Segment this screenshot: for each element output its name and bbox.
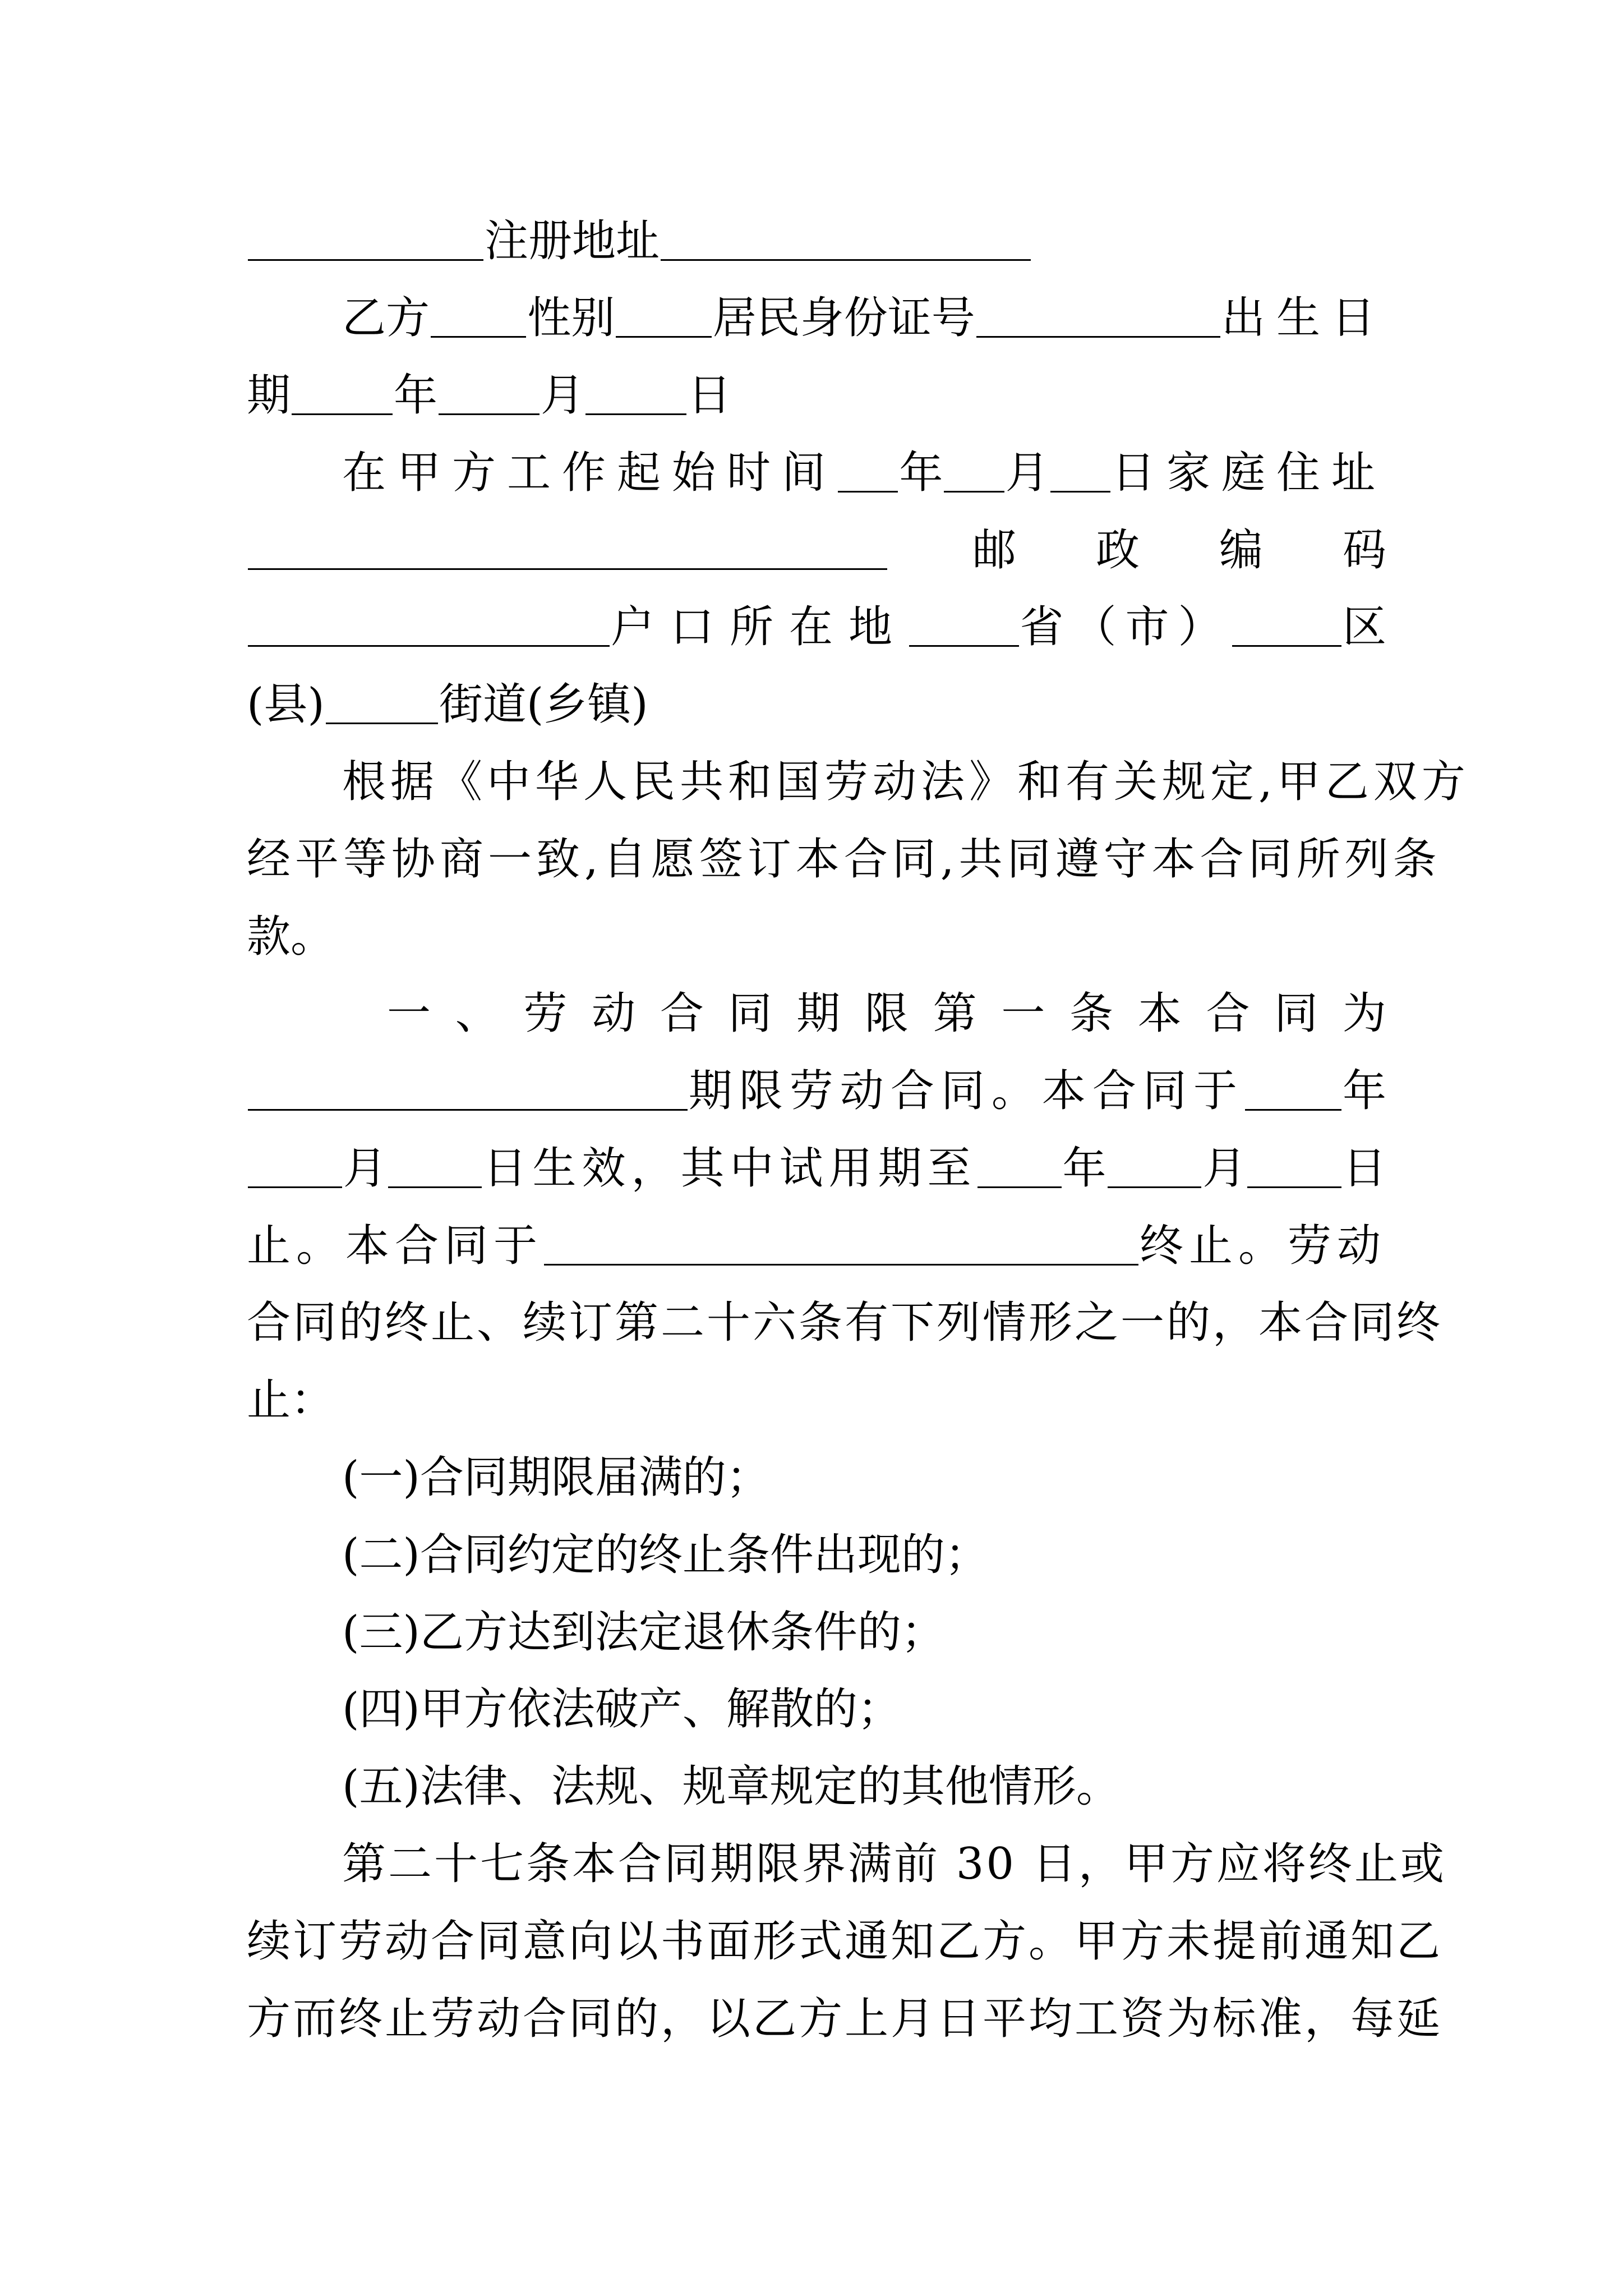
blank-field[interactable]	[944, 454, 1004, 493]
paragraph-line	[247, 1988, 1443, 2050]
blank-field[interactable]	[326, 685, 438, 724]
text: 月	[1005, 448, 1049, 498]
text: 日	[688, 370, 732, 421]
text: (一)合同期限届满的；	[342, 1452, 770, 1503]
text: 一	[387, 988, 431, 1039]
postal-code-line	[247, 519, 1386, 581]
blank-field[interactable]	[388, 1149, 482, 1188]
text: 经平等协商一致,自愿签订本合同,共同遵守本合同所列条	[247, 834, 1441, 885]
text: 款。	[247, 912, 335, 962]
text: 乙方	[342, 293, 430, 343]
text: 、	[455, 988, 499, 1039]
blank-field[interactable]	[544, 1227, 1138, 1266]
text: 期	[247, 370, 291, 421]
text: 月	[343, 1143, 387, 1194]
paragraph-line	[247, 829, 1441, 890]
text: 本	[1137, 988, 1182, 1039]
blank-field[interactable]	[248, 608, 610, 647]
paragraph-line	[247, 1833, 1446, 1895]
text: 街道(乡镇)	[439, 679, 648, 730]
text: 年	[1342, 1066, 1386, 1116]
text: (二)合同约定的终止条件出现的；	[342, 1530, 989, 1580]
blank-field[interactable]	[292, 376, 393, 415]
text: 动	[592, 988, 636, 1039]
contract-term-line	[247, 1060, 1386, 1122]
paragraph-line	[247, 1369, 1386, 1431]
text: 政	[1095, 525, 1140, 576]
blank-field[interactable]	[661, 222, 1031, 261]
text: 区	[1343, 602, 1387, 652]
party-b-line	[247, 287, 1386, 349]
blank-field[interactable]	[1050, 454, 1110, 493]
list-item	[247, 1678, 1386, 1740]
text: 注册地址	[485, 216, 660, 266]
blank-field[interactable]	[838, 454, 898, 493]
blank-field[interactable]	[1232, 608, 1341, 647]
list-item	[247, 1756, 1386, 1818]
list-item	[247, 1447, 1386, 1508]
paragraph-line	[247, 1911, 1443, 1972]
text: 劳	[523, 988, 568, 1039]
blank-field[interactable]	[431, 299, 526, 338]
blank-field[interactable]	[1108, 1149, 1202, 1188]
list-item	[247, 1602, 1386, 1663]
text: 年	[1062, 1143, 1106, 1194]
text: 月	[1202, 1143, 1247, 1194]
termination-line	[247, 1215, 1386, 1277]
text: 方而终止劳动合同的，以乙方上月日平均工资为标准，每延	[247, 1994, 1443, 2044]
text: 性别	[527, 293, 615, 343]
text: 日家庭住址	[1111, 448, 1386, 498]
text: 日	[1343, 1143, 1387, 1194]
text: 合同的终止、续订第二十六条有下列情形之一的，本合同终	[247, 1297, 1443, 1348]
paragraph-line	[247, 751, 1470, 813]
list-item	[247, 1524, 1386, 1586]
postal-code-label	[888, 519, 1386, 581]
blank-field[interactable]	[1245, 1072, 1341, 1111]
text: 终止。劳动	[1139, 1221, 1386, 1271]
registered-address-line	[247, 210, 1386, 272]
text: 合	[660, 988, 704, 1039]
text: 续订劳动合同意向以书面形式通知乙方。甲方未提前通知乙	[247, 1916, 1443, 1967]
text: 同	[1274, 988, 1318, 1039]
text: 编	[1219, 525, 1263, 576]
birth-date-line	[247, 365, 1386, 426]
blank-field[interactable]	[248, 1072, 688, 1111]
blank-field[interactable]	[585, 376, 686, 415]
text: 限	[864, 988, 909, 1039]
text: 止。本合同于	[247, 1221, 543, 1271]
text: 第二十七条本合同期限界满前 30 日，甲方应将终止或	[342, 1839, 1446, 1889]
text: 为	[1342, 988, 1386, 1039]
text: (三)乙方达到法定退休条件的；	[342, 1607, 945, 1658]
text: 年	[899, 448, 943, 498]
text: 第	[933, 988, 977, 1039]
text: 户口所在地	[611, 602, 909, 652]
text: 止：	[247, 1375, 335, 1425]
text: 期限劳动合同。本合同于	[688, 1066, 1244, 1116]
effective-date-line	[247, 1138, 1386, 1199]
blank-field[interactable]	[439, 376, 540, 415]
text: (县)	[247, 679, 325, 730]
text: 出生日	[1221, 293, 1386, 343]
text: 日生效，其中试用期至	[483, 1143, 977, 1194]
start-date-line	[247, 442, 1386, 504]
text: 年	[394, 370, 438, 421]
text: 居民身份证号	[712, 293, 975, 343]
text: 根据《中华人民共和国劳动法》和有关规定,甲乙双方	[342, 757, 1470, 807]
blank-field[interactable]	[909, 608, 1018, 647]
blank-field[interactable]	[976, 299, 1220, 338]
section-heading-line	[387, 983, 1386, 1045]
text: 条	[1069, 988, 1114, 1039]
county-street-line	[247, 674, 1386, 735]
text: (五)法律、法规、规章规定的其他情形。	[342, 1761, 1120, 1812]
blank-field[interactable]	[248, 222, 483, 261]
text: (四)甲方依法破产、解散的；	[342, 1684, 901, 1734]
text: 码	[1342, 525, 1386, 576]
text: 合	[1206, 988, 1250, 1039]
blank-field[interactable]	[616, 299, 711, 338]
text: 在甲方工作起始时间	[342, 448, 837, 498]
text: 同	[728, 988, 772, 1039]
text: 期	[796, 988, 841, 1039]
paragraph-line	[247, 906, 1386, 968]
household-registration-line	[247, 596, 1386, 658]
text: 邮	[972, 525, 1017, 576]
paragraph-line	[247, 1292, 1443, 1354]
text: 月	[541, 370, 585, 421]
text: 一	[1001, 988, 1045, 1039]
text: 省（市）	[1020, 602, 1231, 652]
blank-field[interactable]	[248, 531, 887, 570]
blank-field[interactable]	[1247, 1149, 1341, 1188]
blank-field[interactable]	[248, 1149, 342, 1188]
blank-field[interactable]	[978, 1149, 1061, 1188]
